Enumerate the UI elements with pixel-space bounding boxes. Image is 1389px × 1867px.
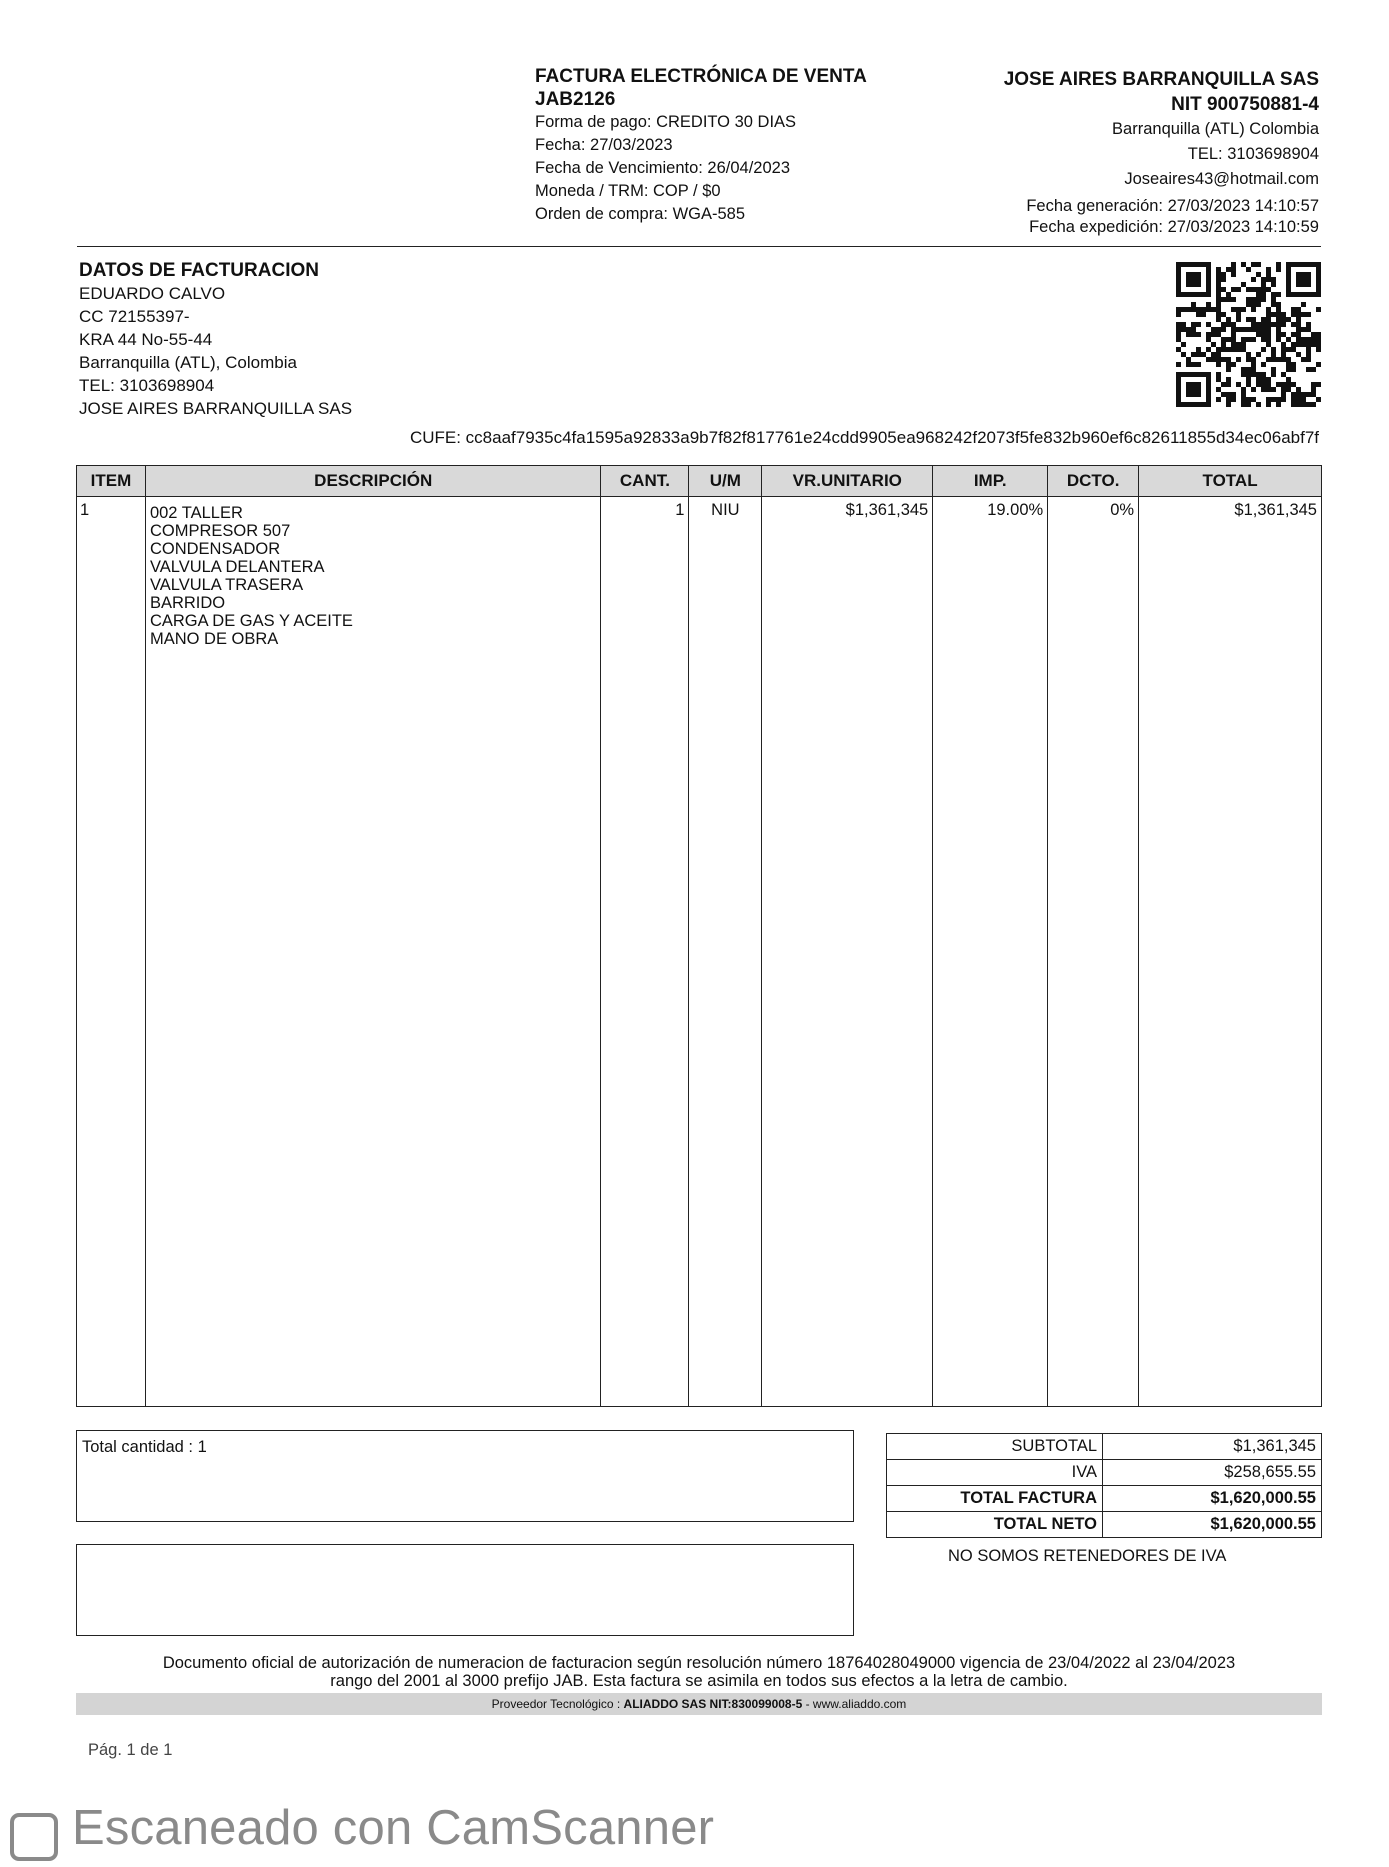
summary-value: $258,655.55 xyxy=(1103,1460,1322,1486)
billing-line: Barranquilla (ATL), Colombia xyxy=(79,353,297,372)
col-header-discount: DCTO. xyxy=(1048,466,1139,497)
provider-bar xyxy=(76,1693,1322,1715)
col-header-total: TOTAL xyxy=(1139,466,1322,497)
no-retention-note: NO SOMOS RETENEDORES DE IVA xyxy=(948,1547,1227,1565)
summary-row xyxy=(887,1486,1322,1512)
cell-unit-price: $1,361,345 xyxy=(762,497,933,1407)
billing-block xyxy=(79,259,352,420)
description-line: BARRIDO xyxy=(149,594,226,612)
total-quantity: Total cantidad : 1 xyxy=(82,1438,207,1456)
description-line: CONDENSADOR xyxy=(149,540,281,558)
invoice-date: Fecha: 27/03/2023 xyxy=(535,136,673,154)
issuer-email: Joseaires43@hotmail.com xyxy=(1124,170,1319,188)
summary-value: $1,620,000.55 xyxy=(1103,1486,1322,1512)
col-header-qty: CANT. xyxy=(601,466,689,497)
purchase-order: Orden de compra: WGA-585 xyxy=(535,205,746,223)
summary-row xyxy=(887,1460,1322,1486)
issuer-name: JOSE AIRES BARRANQUILLA SAS xyxy=(1003,69,1319,90)
cufe: CUFE: cc8aaf7935c4fa1595a92833a9b7f82f817761e24cdd9905ea968242f2073f5fe832b960ef6c82611855d34ec06abf7f xyxy=(409,428,1319,447)
billing-line: EDUARDO CALVO xyxy=(79,284,226,303)
col-header-tax: IMP. xyxy=(933,466,1048,497)
summary-label: TOTAL NETO xyxy=(887,1512,1103,1538)
description-line: CARGA DE GAS Y ACEITE xyxy=(149,612,353,630)
header-divider xyxy=(77,246,1321,247)
description-line: COMPRESOR 507 xyxy=(149,522,291,540)
invoice-header xyxy=(535,65,867,226)
issuer-city: Barranquilla (ATL) Colombia xyxy=(1112,120,1319,138)
issue-date: Fecha expedición: 27/03/2023 14:10:59 xyxy=(1029,218,1319,236)
col-header-unit: U/M xyxy=(689,466,762,497)
description-line: VALVULA TRASERA xyxy=(149,576,304,594)
total-quantity-box xyxy=(76,1430,854,1522)
doc-number: JAB2126 xyxy=(535,89,616,110)
summary-label: SUBTOTAL xyxy=(887,1434,1103,1460)
issuer-block xyxy=(1004,67,1319,238)
provider-site: - www.aliaddo.com xyxy=(802,1697,907,1711)
payment-method: Forma de pago: CREDITO 30 DIAS xyxy=(535,113,797,131)
doc-title: FACTURA ELECTRÓNICA DE VENTA xyxy=(535,66,867,87)
cell-total: $1,361,345 xyxy=(1139,497,1322,1407)
table-header-row xyxy=(77,466,1322,497)
due-date: Fecha de Vencimiento: 26/04/2023 xyxy=(535,159,791,177)
camscanner-logo-icon xyxy=(10,1813,58,1861)
cell-tax: 19.00% xyxy=(933,497,1048,1407)
camscanner-watermark: Escaneado con CamScanner xyxy=(72,1801,715,1855)
currency: Moneda / TRM: COP / $0 xyxy=(535,182,721,200)
summary-value: $1,620,000.55 xyxy=(1103,1512,1322,1538)
col-header-description: DESCRIPCIÓN xyxy=(145,466,601,497)
issuer-nit: NIT 900750881-4 xyxy=(1171,94,1319,115)
cell-item: 1 xyxy=(77,497,146,1407)
summary-label: TOTAL FACTURA xyxy=(887,1486,1103,1512)
description-line: MANO DE OBRA xyxy=(149,630,279,648)
cell-unit: NIU xyxy=(689,497,762,1407)
cell-discount: 0% xyxy=(1048,497,1139,1407)
billing-line: TEL: 3103698904 xyxy=(79,376,215,395)
billing-title: DATOS DE FACTURACION xyxy=(79,260,319,281)
legal-line: rango del 2001 al 3000 prefijo JAB. Esta factura se asimila en todos sus efectos a la letra de cambio. xyxy=(330,1672,1068,1690)
summary-label: IVA xyxy=(887,1460,1103,1486)
summary-row xyxy=(887,1512,1322,1538)
items-table xyxy=(76,465,1322,1407)
col-header-item: ITEM xyxy=(77,466,146,497)
cell-description xyxy=(145,497,601,1407)
provider-label: Proveedor Tecnológico : xyxy=(491,1697,624,1711)
description-line: VALVULA DELANTERA xyxy=(149,558,325,576)
billing-line: CC 72155397- xyxy=(79,307,190,326)
provider-name: ALIADDO SAS NIT:830099008-5 xyxy=(623,1697,803,1711)
billing-line: KRA 44 No-55-44 xyxy=(79,330,213,349)
col-header-unit-price: VR.UNITARIO xyxy=(762,466,933,497)
notes-box xyxy=(76,1544,854,1636)
issuer-tel: TEL: 3103698904 xyxy=(1187,145,1319,163)
legal-notice xyxy=(76,1654,1322,1690)
legal-line: Documento oficial de autorización de numeracion de facturacion según resolución número 18764028049000 vigencia de 23/04/2022 al 23/04/2023 xyxy=(162,1654,1236,1672)
billing-line: JOSE AIRES BARRANQUILLA SAS xyxy=(79,399,353,418)
table-row xyxy=(77,497,1322,1407)
summary-row xyxy=(887,1434,1322,1460)
description-line: 002 TALLER xyxy=(149,504,243,522)
summary-value: $1,361,345 xyxy=(1103,1434,1322,1460)
summary-table xyxy=(886,1433,1322,1538)
cell-qty: 1 xyxy=(601,497,689,1407)
generation-date: Fecha generación: 27/03/2023 14:10:57 xyxy=(1026,197,1319,215)
qr-code-icon xyxy=(1176,262,1321,407)
page-number: Pág. 1 de 1 xyxy=(88,1741,173,1759)
